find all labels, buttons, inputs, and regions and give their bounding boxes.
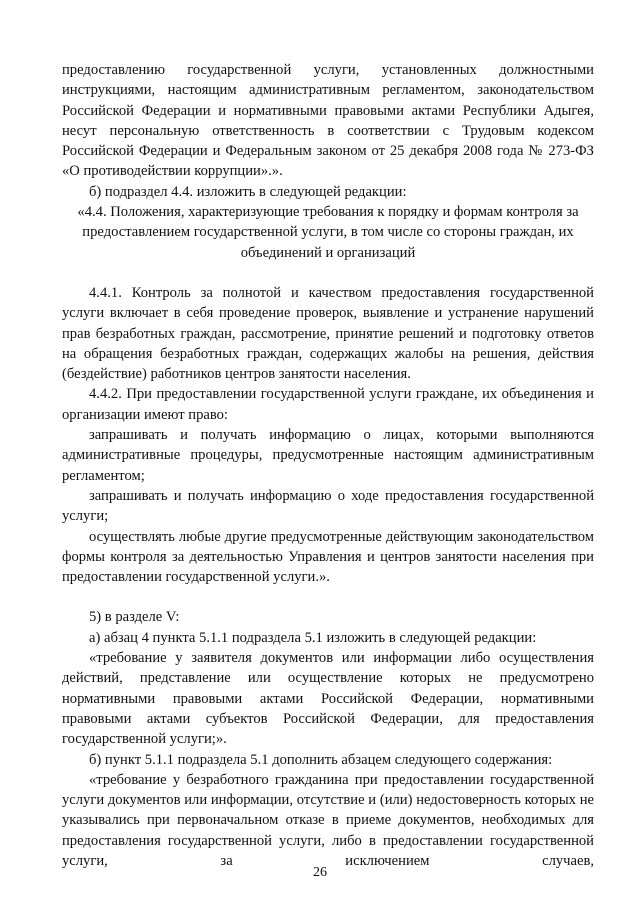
section-heading-4-4: «4.4. Положения, характеризующие требования к порядку и формам контроля за предоставлением государственной услуги, в том числе со стороны граждан, их объединений и организаций — [77, 204, 579, 261]
page-number: 26 — [313, 865, 327, 880]
paragraph-responsibility: предоставлению государственной услуги, установленных должностными инструкциями, настоящим административным регламентом, законодательством Российской Федерации и нормативными правовыми актами Республики Адыгея, несут персональную ответственность в соответствии с Трудовым кодексом Российской Федерации и Федеральным законом от 25 декабря 2008 года № 273-ФЗ «О противодействии коррупции».». — [62, 62, 594, 180]
document-body — [62, 60, 594, 871]
paragraph-4-4-1: 4.4.1. Контроль за полнотой и качеством предоставления государственной услуги включает в себя проведение проверок, выявление и устранение нарушений прав безработных граждан, рассмотрение, принятие решений и подготовку ответов на обращения безработных граждан, содержащих жалобы на решения, действия (бездействие) работников центров занятости населения. — [62, 284, 594, 383]
paragraph-section-v: 5) в разделе V: — [89, 609, 180, 626]
paragraph-quote-requirement-unemployed: «требование у безработного гражданина при предоставлении государственной услуги документов или информации, отсутствие и (или) недостоверность которых не указывались при первоначальном отказе в приеме документов, необходимых для предоставления государственной услуги, либо в предоставлении государственной услуги, за исключением случаев, — [62, 771, 594, 869]
blank-line — [62, 263, 594, 283]
list-item-request-info-progress: запрашивать и получать информацию о ходе предоставления государственной услуги; — [62, 487, 594, 525]
paragraph-quote-requirement-applicant: «требование у заявителя документов или информации либо осуществления действий, представление или осуществление которых не предусмотрено нормативными правовыми актами Российской Федерации, нормативными правовыми актами субъектов Российской Федерации, для предоставления государственной услуги;». — [62, 650, 594, 748]
paragraph-item-a: а) абзац 4 пункта 5.1.1 подраздела 5.1 изложить в следующей редакции: — [89, 629, 537, 646]
blank-line — [62, 587, 594, 607]
paragraph-subsection-4-4-intro: б) подраздел 4.4. изложить в следующей редакции: — [89, 183, 407, 200]
paragraph-item-b: б) пункт 5.1.1 подраздела 5.1 дополнить абзацем следующего содержания: — [89, 751, 553, 768]
list-item-request-info-persons: запрашивать и получать информацию о лицах, которыми выполняются административные процедуры, предусмотренные настоящим административным регламентом; — [62, 427, 594, 484]
list-item-other-control-forms: осуществлять любые другие предусмотренные действующим законодательством формы контроля за деятельностью Управления и центров занятости населения при предоставлении государственной услуги.». — [62, 528, 594, 586]
paragraph-4-4-2: 4.4.2. При предоставлении государственной услуги граждане, их объединения и организации имеют право: — [62, 386, 594, 423]
